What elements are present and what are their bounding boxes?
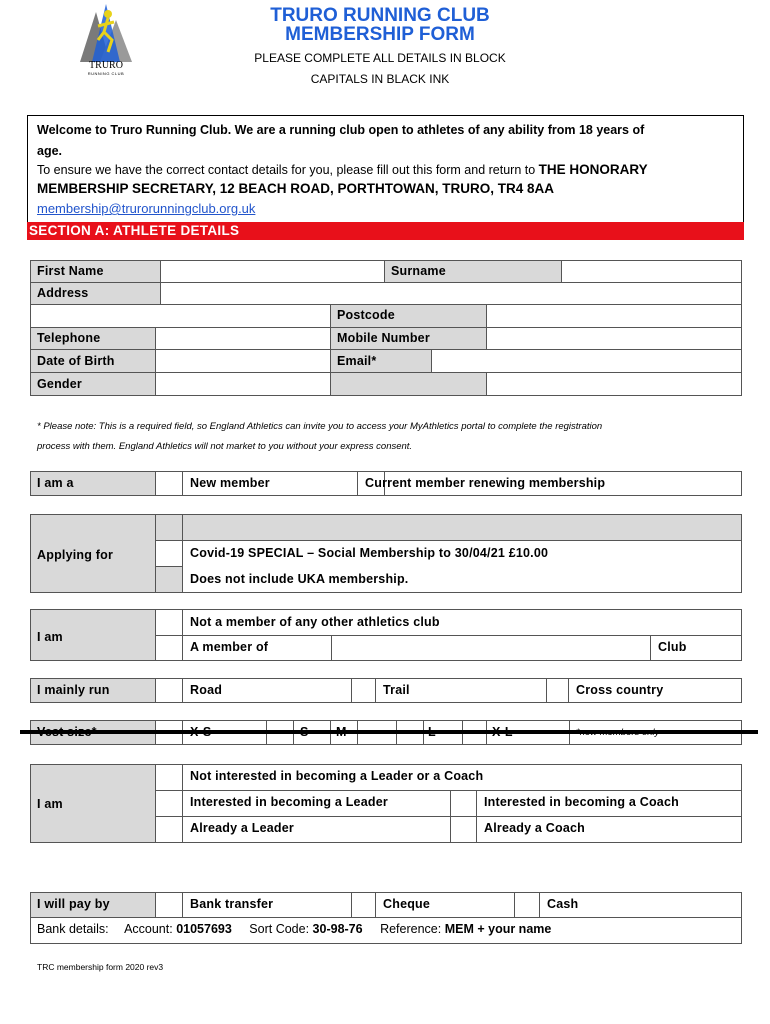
vest-strikethrough-line [20, 730, 758, 734]
applying-label: Applying for [37, 548, 114, 562]
applying-header-cell [182, 514, 742, 541]
mobile-label: Mobile Number [337, 331, 430, 345]
reference-value: MEM + your name [444, 922, 552, 936]
club-name-input[interactable] [331, 635, 651, 661]
no-club-label: Not a member of any other athletics club [190, 615, 440, 629]
section-a-title: SECTION A: ATHLETE DETAILS [29, 223, 240, 238]
return-text [37, 162, 648, 177]
interested-coach-checkbox[interactable] [450, 790, 477, 817]
road-label: Road [190, 683, 223, 697]
road-checkbox[interactable] [351, 678, 376, 703]
already-coach-checkbox[interactable] [450, 816, 477, 843]
return-instructions: To ensure we have the correct contact details for you, please fill out this form and return to [37, 163, 536, 177]
account-value: 01057693 [176, 922, 232, 936]
email-input[interactable] [431, 349, 742, 373]
not-interested-label: Not interested in becoming a Leader or a Coach [190, 769, 484, 783]
gender-label: Gender [37, 377, 82, 391]
sort-code-label: Sort Code: [249, 922, 310, 936]
first-name-label: First Name [37, 264, 104, 278]
dob-label: Date of Birth [37, 354, 115, 368]
section-a-banner [27, 222, 744, 240]
reference-label: Reference: [380, 922, 442, 936]
instruction-line-2: CAPITALS IN BLACK INK [310, 72, 450, 86]
account-label: Account: [124, 922, 173, 936]
form-title [210, 6, 550, 44]
bank-transfer-label: Bank transfer [190, 897, 274, 911]
payment-checkbox-1[interactable] [155, 892, 183, 918]
bank-transfer-checkbox[interactable] [351, 892, 376, 918]
cash-label: Cash [547, 897, 579, 911]
uka-note-checkbox-cell [155, 566, 183, 593]
bank-details-label: Bank details: [37, 922, 109, 936]
renewing-label: Current member renewing membership [365, 476, 606, 490]
run-label: I mainly run [37, 683, 110, 697]
interested-leader-label: Interested in becoming a Leader [190, 795, 388, 809]
dob-input[interactable] [155, 349, 331, 373]
welcome-text-cont: age. [37, 144, 63, 158]
leader-label: I am [37, 797, 63, 811]
payment-label: I will pay by [37, 897, 110, 911]
not-interested-checkbox[interactable] [155, 764, 183, 791]
surname-input[interactable] [561, 260, 742, 283]
telephone-label: Telephone [37, 331, 101, 345]
applying-header-checkbox-cell [155, 514, 183, 541]
address-label: Address [37, 286, 89, 300]
run-checkbox-1[interactable] [155, 678, 183, 703]
new-member-checkbox[interactable] [155, 471, 183, 496]
cheque-label: Cheque [383, 897, 431, 911]
title-line-1: TRURO RUNNING CLUB [270, 5, 490, 26]
instruction-line-1: PLEASE COMPLETE ALL DETAILS IN BLOCK [254, 51, 506, 65]
mobile-input[interactable] [486, 327, 742, 350]
club-suffix-label: Club [658, 640, 687, 654]
address-line-2-input[interactable] [30, 304, 331, 328]
logo-subtext: RUNNING CLUB [87, 71, 125, 76]
social-membership-label: Covid-19 SPECIAL – Social Membership to 30/04/21 £10.00 [190, 546, 549, 560]
title-line-2: MEMBERSHIP FORM [285, 24, 475, 45]
footer-text: TRC membership form 2020 rev3 [37, 962, 164, 972]
trail-label: Trail [383, 683, 410, 697]
gender-input[interactable] [155, 372, 331, 396]
new-member-label: New member [190, 476, 270, 490]
no-club-checkbox[interactable] [155, 609, 183, 636]
email-label: Email* [337, 354, 377, 368]
welcome-text: Welcome to Truro Running Club. We are a running club open to athletes of any ability from 18 years of [37, 123, 645, 137]
bank-details [37, 922, 551, 936]
already-coach-label: Already a Coach [484, 821, 585, 835]
note-line-1: * Please note: This is a required field, so England Athletics can invite you to access your MyAthletics portal to complete the registration [37, 421, 603, 432]
gender-extra-input[interactable] [486, 372, 742, 396]
already-leader-label: Already a Leader [190, 821, 294, 835]
already-leader-checkbox[interactable] [155, 816, 183, 843]
cheque-checkbox[interactable] [514, 892, 540, 918]
postcode-label: Postcode [337, 308, 395, 322]
club-label: I am [37, 630, 63, 644]
club-logo [78, 0, 134, 78]
address-input[interactable] [160, 282, 742, 305]
logo-text: TRURO [89, 60, 123, 71]
first-name-input[interactable] [160, 260, 385, 283]
member-of-label: A member of [190, 640, 269, 654]
uka-note-label: Does not include UKA membership. [190, 572, 409, 586]
address-part-2: MEMBERSHIP SECRETARY, 12 BEACH ROAD, PORTHTOWAN, TRURO, TR4 8AA [37, 181, 555, 196]
cross-country-label: Cross country [576, 683, 664, 697]
trail-checkbox[interactable] [546, 678, 569, 703]
telephone-input[interactable] [155, 327, 331, 350]
gender-spacer-cell [330, 372, 487, 396]
member-type-label: I am a [37, 476, 74, 490]
interested-leader-checkbox[interactable] [155, 790, 183, 817]
postcode-input[interactable] [486, 304, 742, 328]
social-membership-checkbox[interactable] [155, 540, 183, 567]
surname-label: Surname [391, 264, 446, 278]
address-part-1: THE HONORARY [538, 162, 648, 177]
instructions [210, 48, 550, 90]
interested-coach-label: Interested in becoming a Coach [484, 795, 679, 809]
note-line-2: process with them. England Athletics will not market to you without your express consent. [37, 441, 413, 452]
email-link[interactable]: membership@trurorunningclub.org.uk [37, 201, 256, 216]
member-of-checkbox[interactable] [155, 635, 183, 661]
sort-code-value: 30-98-76 [312, 922, 363, 936]
